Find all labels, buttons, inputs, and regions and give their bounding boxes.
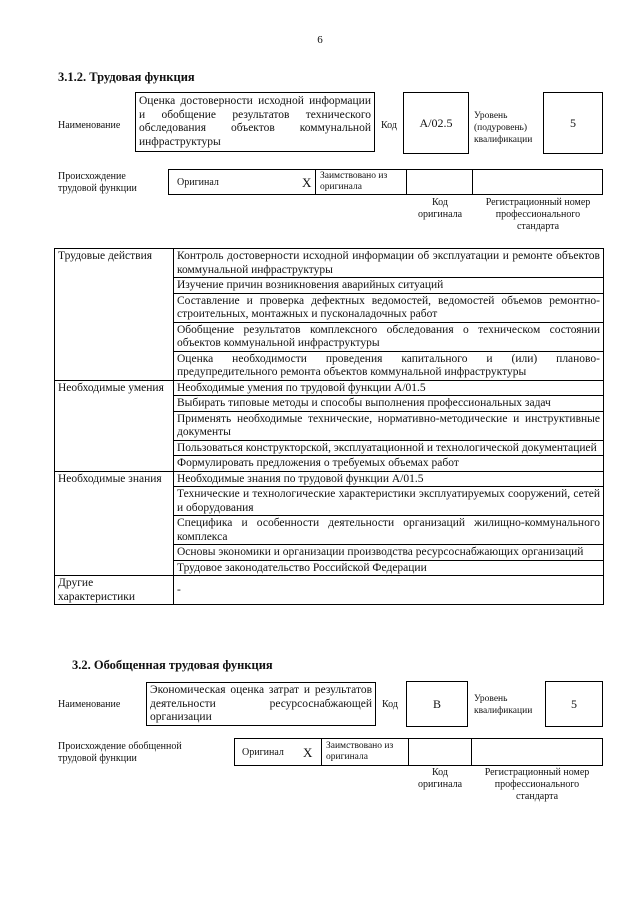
code-box xyxy=(403,92,469,154)
level-label: Уровень квалификации xyxy=(474,694,533,716)
function-name: Оценка достоверности исходной информации и обобщение результатов технического обследования объектов коммунальной инфраструктуры xyxy=(139,95,371,148)
level-value: 5 xyxy=(571,697,577,711)
code-label: Код xyxy=(381,120,397,131)
code-value: A/02.5 xyxy=(419,116,453,130)
table-cell: - xyxy=(174,576,604,605)
table-cell: Применять необходимые технические, нормативно-методические и инструктивные документы xyxy=(174,411,604,440)
category-cell: Другие характеристики xyxy=(55,576,174,605)
divider xyxy=(406,170,407,194)
reg-number-label: Регистрационный номер профессионального стандарта xyxy=(484,767,590,802)
table-cell: Оценка необходимости проведения капитального и (или) планово-предупредительного ремонта объектов коммунальной инфраструктуры xyxy=(174,351,604,380)
level-box xyxy=(545,681,603,727)
code-value: B xyxy=(432,697,441,711)
origin-row xyxy=(168,169,603,195)
table-cell: Формулировать предложения о требуемых объемах работ xyxy=(174,456,604,472)
category-cell: Необходимые умения xyxy=(55,380,174,471)
table-row xyxy=(55,249,604,278)
level-value: 5 xyxy=(570,116,576,130)
level-label: Уровень (подуровень) квалификации xyxy=(474,111,533,145)
table-row xyxy=(55,380,604,396)
level-box xyxy=(543,92,603,154)
divider xyxy=(471,739,472,765)
borrowed-label: Заимствовано из оригинала xyxy=(326,741,394,762)
table-cell: Пользоваться конструкторской, эксплуатационной и технологической документацией xyxy=(174,440,604,456)
table-cell: Изучение причин возникновения аварийных ситуаций xyxy=(174,278,604,294)
labor-function-table xyxy=(54,248,604,605)
reg-number-label: Регистрационный номер профессионального стандарта xyxy=(485,197,591,232)
origin-row xyxy=(234,738,603,766)
name-label: Наименование xyxy=(58,699,121,710)
table-cell: Трудовое законодательство Российской Федерации xyxy=(174,560,604,576)
original-mark: X xyxy=(302,175,312,190)
category-cell: Необходимые знания xyxy=(55,471,174,576)
borrowed-label: Заимствовано из оригинала xyxy=(320,171,388,192)
section-title: 3.1.2. Трудовая функция xyxy=(58,70,195,84)
divider xyxy=(472,170,473,194)
table-cell: Основы экономики и организации производства ресурсоснабжающих организаций xyxy=(174,545,604,561)
table-cell: Обобщение результатов комплексного обследования о техническом состоянии объектов коммунальной инфраструктуры xyxy=(174,322,604,351)
name-label: Наименование xyxy=(58,120,121,131)
function-name: Экономическая оценка затрат и результатов деятельности ресурсоснабжающей организации xyxy=(150,684,372,723)
original-mark: X xyxy=(303,745,313,760)
divider xyxy=(315,170,316,194)
code-original-label: Код оригинала xyxy=(417,767,463,790)
code-original-label: Код оригинала xyxy=(417,197,463,220)
code-box xyxy=(406,681,468,727)
function-name-box xyxy=(135,92,375,152)
table-cell: Контроль достоверности исходной информации об эксплуатации и ремонте объектов коммунальной инфраструктуры xyxy=(174,249,604,278)
section-title: 3.2. Обобщенная трудовая функция xyxy=(72,658,273,672)
table-cell: Необходимые умения по трудовой функции A/01.5 xyxy=(174,380,604,396)
table-cell: Технические и технологические характеристики эксплуатируемых сооружений, сетей и оборудования xyxy=(174,487,604,516)
table-cell: Выбирать типовые методы и способы выполнения профессиональных задач xyxy=(174,396,604,412)
divider xyxy=(321,739,322,765)
table-cell: Необходимые знания по трудовой функции A/01.5 xyxy=(174,471,604,487)
code-label: Код xyxy=(382,699,398,710)
table-cell: Составление и проверка дефектных ведомостей, ведомостей объемов ремонтно-строительных, монтажных и пусконаладочных работ xyxy=(174,293,604,322)
original-label: Оригинал xyxy=(242,747,284,758)
table-row xyxy=(55,471,604,487)
original-label: Оригинал xyxy=(177,177,219,188)
function-name-box xyxy=(146,682,376,726)
divider xyxy=(408,739,409,765)
table-cell: Специфика и особенности деятельности организаций жилищно-коммунального комплекса xyxy=(174,516,604,545)
origin-label: Происхождение обобщенной трудовой функции xyxy=(58,741,182,764)
table-row xyxy=(55,576,604,605)
category-cell: Трудовые действия xyxy=(55,249,174,381)
page-number: 6 xyxy=(317,34,323,46)
origin-label: Происхождение трудовой функции xyxy=(58,171,137,194)
